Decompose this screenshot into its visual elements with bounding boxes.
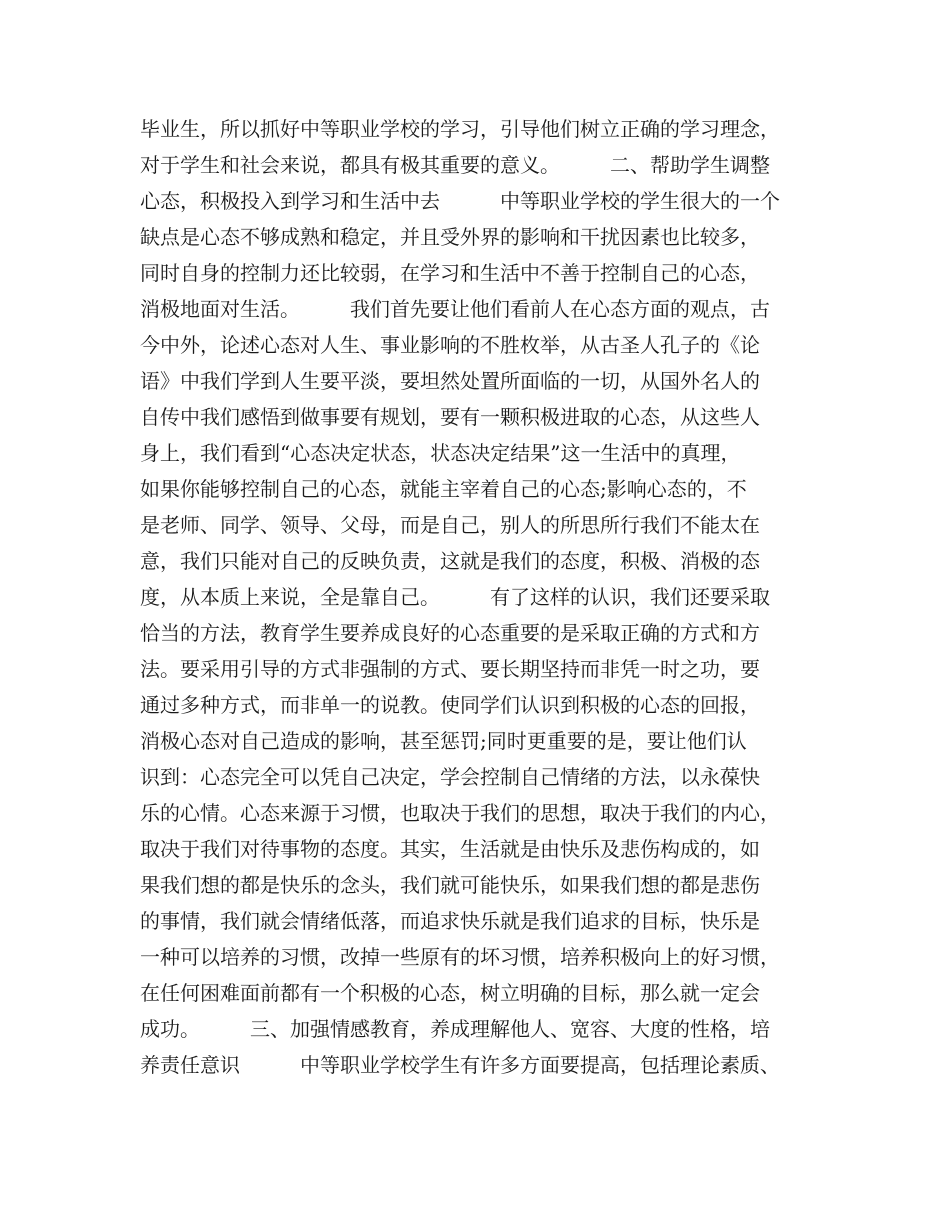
text-line: 在任何困难面前都有一个积极的心态，树立明确的目标，那么就一定会 [140,981,760,1005]
text-line: 养责任意识 中等职业学校学生有许多方面要提高，包括理论素质、 [140,1053,780,1077]
text-line: 消极心态对自己造成的影响，甚至惩罚;同时更重要的是，要让他们认 [140,729,747,753]
text-line: 识到：心态完全可以凭自己决定，学会控制自己情绪的方法，以永葆快 [140,765,760,789]
text-line: 一种可以培养的习惯，改掉一些原有的坏习惯，培养积极向上的好习惯， [140,945,780,969]
text-line: 度，从本质上来说，全是靠自己。 有了这样的认识，我们还要采取 [140,585,770,609]
text-line: 缺点是心态不够成熟和稳定，并且受外界的影响和干扰因素也比较多， [140,225,760,249]
text-line: 语》中我们学到人生要平淡，要坦然处置所面临的一切，从国外名人的 [140,369,760,393]
text-line: 对于学生和社会来说，都具有极其重要的意义。 二、帮助学生调整 [140,153,770,177]
text-line: 恰当的方法，教育学生要养成良好的心态重要的是采取正确的方式和方 [140,621,760,645]
text-line: 果我们想的都是快乐的念头，我们就可能快乐，如果我们想的都是悲伤 [140,873,760,897]
text-line: 自传中我们感悟到做事要有规划，要有一颗积极进取的心态，从这些人 [140,405,760,429]
text-line: 取决于我们对待事物的态度。其实，生活就是由快乐及悲伤构成的，如 [140,837,760,861]
text-line: 今中外，论述心态对人生、事业影响的不胜枚举，从古圣人孔子的《论 [140,333,760,357]
text-line: 意，我们只能对自己的反映负责，这就是我们的态度，积极、消极的态 [140,549,760,573]
text-line: 是老师、同学、领导、父母，而是自己，别人的所思所行我们不能太在 [140,513,760,537]
text-line: 法。要采用引导的方式非强制的方式、要长期坚持而非凭一时之功，要 [140,657,760,681]
text-line: 的事情，我们就会情绪低落，而追求快乐就是我们追求的目标，快乐是 [140,909,760,933]
text-line: 同时自身的控制力还比较弱，在学习和生活中不善于控制自己的心态， [140,261,760,285]
text-line: 乐的心情。心态来源于习惯，也取决于我们的思想，取决于我们的内心， [140,801,780,825]
text-line: 如果你能够控制自己的心态，就能主宰着自己的心态;影响心态的，不 [140,477,747,501]
body-text [140,111,840,1083]
text-line: 身上，我们看到“心态决定状态，状态决定结果”这一生活中的真理， [140,441,741,465]
text-line: 毕业生，所以抓好中等职业学校的学习，引导他们树立正确的学习理念， [140,117,780,141]
text-line: 消极地面对生活。 我们首先要让他们看前人在心态方面的观点，古 [140,297,770,321]
text-line: 通过多种方式，而非单一的说教。使同学们认识到积极的心态的回报， [140,693,760,717]
text-line: 心态，积极投入到学习和生活中去 中等职业学校的学生很大的一个 [140,189,780,213]
text-line: 成功。 三、加强情感教育，养成理解他人、宽容、大度的性格，培 [140,1017,770,1041]
